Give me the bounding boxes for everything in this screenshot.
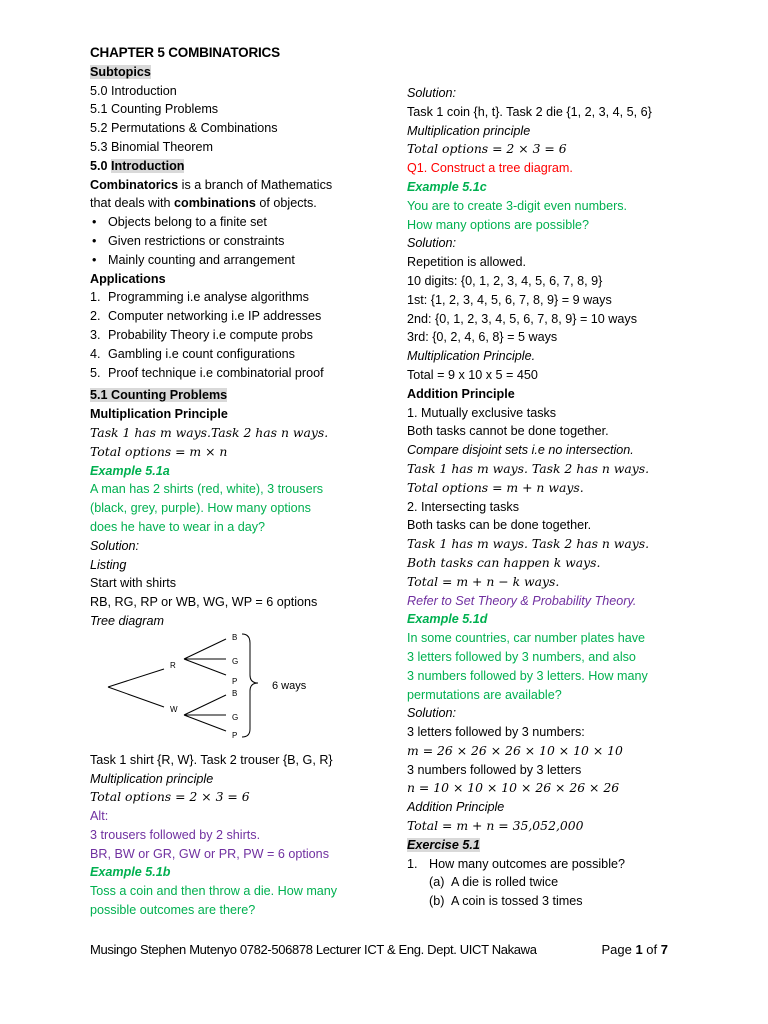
tree-node: B bbox=[232, 688, 238, 698]
tree-node: R bbox=[170, 660, 176, 670]
example-text: You are to create 3-digit even numbers. bbox=[407, 198, 628, 213]
example-heading: Example 5.1b bbox=[90, 865, 171, 880]
solution-text: Both tasks can be done together. bbox=[407, 518, 592, 533]
exercise-part: (b) A coin is tossed 3 times bbox=[429, 894, 583, 909]
bullet-item: • Mainly counting and arrangement bbox=[90, 251, 390, 270]
example-text: A man has 2 shirts (red, white), 3 trousers bbox=[90, 482, 324, 497]
applications-heading: Applications bbox=[90, 271, 166, 286]
digits-line: 3rd: {0, 2, 4, 6, 8} = 5 ways bbox=[407, 330, 558, 345]
application-item: 4. Gambling i.e count configurations bbox=[90, 346, 295, 361]
example-text: How many options are possible? bbox=[407, 217, 590, 232]
equation: Total options = 2 × 3 = 6 bbox=[407, 141, 567, 157]
example-heading: Example 5.1c bbox=[407, 179, 487, 194]
subtopic-item: 5.1 Counting Problems bbox=[90, 102, 219, 117]
example-text: (black, grey, purple). How many options bbox=[90, 501, 311, 516]
intro-heading: 5.0 Introduction bbox=[90, 158, 185, 173]
equation: n = 10 × 10 × 10 × 26 × 26 × 26 bbox=[407, 780, 620, 796]
solution-label: Solution: bbox=[407, 706, 457, 721]
application-item: 5. Proof technique i.e combinatorial proof bbox=[90, 365, 324, 380]
solution-text: Both tasks cannot be done together. bbox=[407, 424, 609, 439]
example-text: permutations are available? bbox=[407, 687, 562, 702]
example-text: possible outcomes are there? bbox=[90, 903, 256, 918]
exercise-question: 1. How many outcomes are possible? bbox=[407, 856, 625, 871]
right-column bbox=[407, 84, 727, 911]
tree-diagram-lines bbox=[90, 631, 370, 743]
example-text: 3 numbers followed by 3 letters. How many bbox=[407, 668, 648, 683]
addition-principle-heading: Addition Principle bbox=[407, 386, 515, 401]
tree-node: G bbox=[232, 656, 239, 666]
digits-line: 10 digits: {0, 1, 2, 3, 4, 5, 6, 7, 8, 9} bbox=[407, 273, 603, 288]
listing-label: Listing bbox=[90, 557, 127, 572]
solution-text: Repetition is allowed. bbox=[407, 255, 527, 270]
solution-text: Compare disjoint sets i.e no intersection. bbox=[407, 443, 634, 458]
subtopics-heading: Subtopics bbox=[90, 64, 151, 79]
application-item: 3. Probability Theory i.e compute probs bbox=[90, 327, 313, 342]
application-item: 2. Computer networking i.e IP addresses bbox=[90, 309, 322, 324]
task-type: 2. Intersecting tasks bbox=[407, 499, 519, 514]
page-number: Page 1 of 7 bbox=[601, 942, 668, 957]
bullet-item: • Given restrictions or constraints bbox=[90, 232, 390, 251]
equation: Total = m + n − k ways. bbox=[407, 573, 560, 589]
left-column bbox=[90, 44, 390, 920]
tree-node: G bbox=[232, 712, 239, 722]
example-heading: Example 5.1d bbox=[407, 612, 488, 627]
exercise-heading: Exercise 5.1 bbox=[407, 837, 480, 852]
addition-principle-label: Addition Principle bbox=[407, 800, 505, 815]
solution-label: Solution: bbox=[407, 236, 457, 251]
alt-label: Alt: bbox=[90, 809, 109, 824]
multiplication-principle-label: Multiplication principle bbox=[90, 771, 214, 786]
intro-text: that deals with combinations of objects. bbox=[90, 196, 317, 211]
equation: Total = m + n = 35,052,000 bbox=[407, 818, 584, 834]
subtopic-item: 5.3 Binomial Theorem bbox=[90, 139, 213, 154]
multiplication-principle-label: Multiplication principle bbox=[407, 123, 531, 138]
tree-total: 6 ways bbox=[272, 679, 307, 692]
bullet-item: • Objects belong to a finite set bbox=[90, 213, 390, 232]
chapter-title: CHAPTER 5 COMBINATORICS bbox=[90, 45, 280, 60]
solution-label: Solution: bbox=[407, 86, 457, 100]
digits-line: 1st: {1, 2, 3, 4, 5, 6, 7, 8, 9} = 9 ways bbox=[407, 292, 612, 307]
alt-text: BR, BW or GR, GW or PR, PW = 6 options bbox=[90, 846, 329, 861]
tree-diagram bbox=[90, 631, 370, 743]
tree-node: B bbox=[232, 632, 238, 642]
equation: Total options = m + n ways. bbox=[407, 479, 584, 495]
multiplication-principle-heading: Multiplication Principle bbox=[90, 407, 228, 422]
solution-text: 3 letters followed by 3 numbers: bbox=[407, 725, 585, 740]
solution-text: 3 numbers followed by 3 letters bbox=[407, 762, 582, 777]
total-line: Total = 9 x 10 x 5 = 450 bbox=[407, 367, 538, 382]
equation: Task 1 has m ways. Task 2 has n ways. bbox=[407, 536, 650, 552]
equation: Task 1 has m ways. Task 2 has n ways. bbox=[407, 460, 650, 476]
digits-line: 2nd: {0, 1, 2, 3, 4, 5, 6, 7, 8, 9} = 10 ways bbox=[407, 311, 637, 326]
task-type: 1. Mutually exclusive tasks bbox=[407, 405, 557, 420]
alt-text: 3 trousers followed by 2 shirts. bbox=[90, 827, 261, 842]
example-text: 3 letters followed by 3 numbers, and also bbox=[407, 649, 636, 664]
equation: Total options = 2 × 3 = 6 bbox=[90, 789, 250, 805]
multiplication-principle-label: Multiplication Principle. bbox=[407, 349, 536, 364]
exercise-part: (a) A die is rolled twice bbox=[429, 875, 559, 890]
question-text: Q1. Construct a tree diagram. bbox=[407, 161, 573, 176]
equation: Total options = m × n bbox=[90, 443, 228, 459]
solution-label: Solution: bbox=[90, 538, 140, 553]
example-text: Toss a coin and then throw a die. How many bbox=[90, 884, 338, 899]
example-heading: Example 5.1a bbox=[90, 463, 170, 478]
equation: m = 26 × 26 × 26 × 10 × 10 × 10 bbox=[407, 742, 623, 758]
reference-note: Refer to Set Theory & Probability Theory. bbox=[407, 593, 637, 608]
application-item: 1. Programming i.e analyse algorithms bbox=[90, 290, 309, 305]
equation: Both tasks can happen k ways. bbox=[407, 554, 601, 570]
tree-node: P bbox=[232, 676, 238, 686]
listing-text: Start with shirts bbox=[90, 576, 177, 591]
task-line: Task 1 coin {h, t}. Task 2 die {1, 2, 3, 4, 5, 6} bbox=[407, 104, 652, 119]
counting-problems-heading: 5.1 Counting Problems bbox=[90, 388, 228, 403]
example-text: does he have to wear in a day? bbox=[90, 519, 266, 534]
tree-node: P bbox=[232, 730, 238, 740]
footer-author: Musingo Stephen Mutenyo 0782-506878 Lecturer ICT & Eng. Dept. UICT Nakawa bbox=[90, 942, 537, 957]
listing-text: RB, RG, RP or WB, WG, WP = 6 options bbox=[90, 595, 318, 610]
subtopic-item: 5.0 Introduction bbox=[90, 83, 177, 98]
intro-text: Combinatorics is a branch of Mathematics bbox=[90, 177, 333, 192]
page-footer bbox=[90, 942, 668, 960]
tree-node: W bbox=[170, 704, 178, 714]
task-line: Task 1 shirt {R, W}. Task 2 trouser {B, G, R} bbox=[90, 752, 333, 767]
example-text: In some countries, car number plates have bbox=[407, 631, 646, 646]
tree-diagram-label: Tree diagram bbox=[90, 613, 164, 628]
equation: Task 1 has m ways.Task 2 has n ways. bbox=[90, 424, 329, 440]
subtopic-item: 5.2 Permutations & Combinations bbox=[90, 121, 278, 136]
